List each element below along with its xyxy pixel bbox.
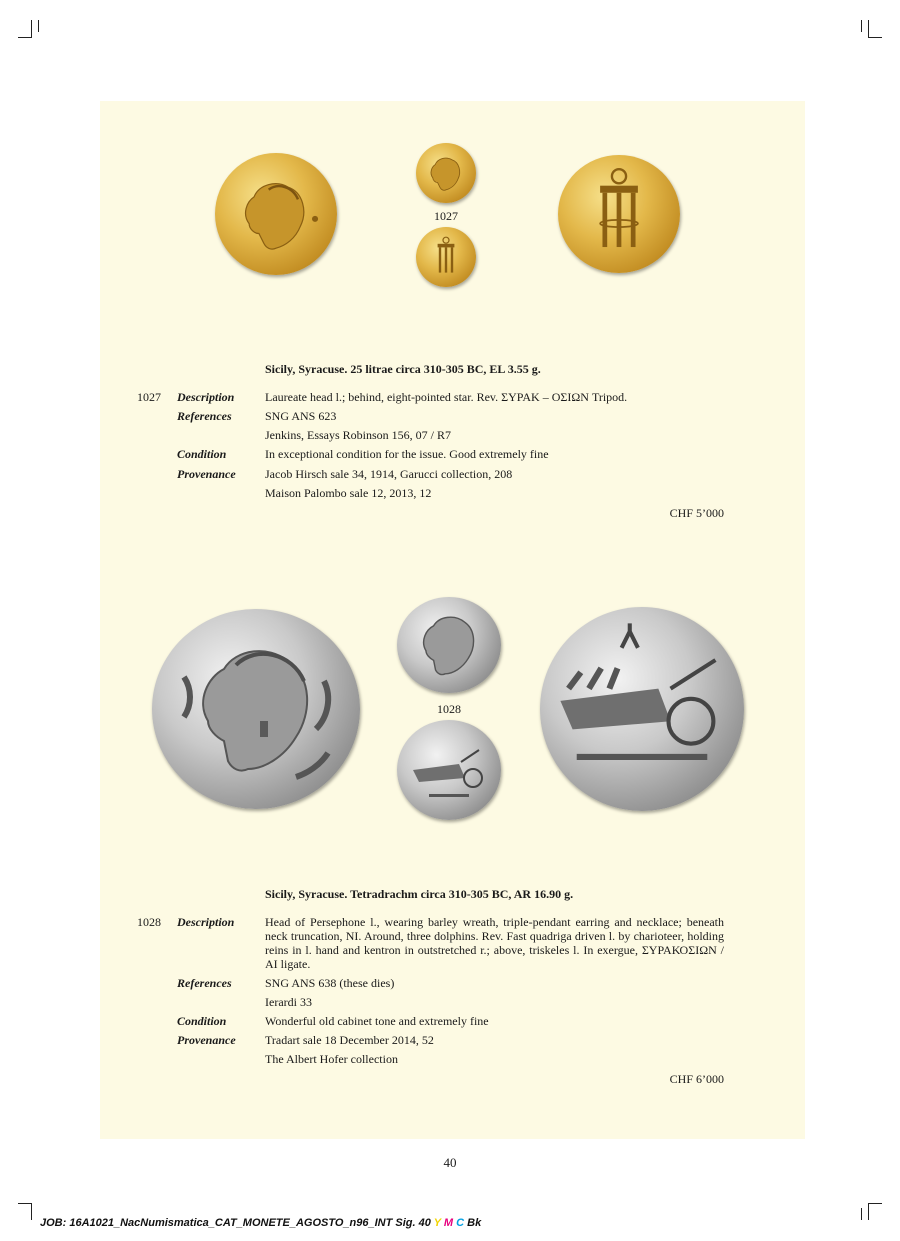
lot-1027-condition-label: Condition [177,447,227,461]
crop-mark-bottom-right [861,1208,862,1220]
crop-mark-top-right [861,20,862,32]
crop-mark-bottom-right [868,1203,869,1220]
lot-1027-references-label: References [177,409,232,423]
lot-1028-references-label: References [177,976,232,990]
lot-1028-description-label: Description [177,915,235,929]
laureate-head-icon [215,153,337,275]
lot-1028-condition: Wonderful old cabinet tone and extremely fine [265,1014,489,1028]
lot-1028-condition-label: Condition [177,1014,227,1028]
lot-1028-number: 1028 [137,915,161,929]
crop-mark-top-left [31,20,32,37]
quadriga-icon [397,720,501,820]
coin-1028-reverse-small [397,720,501,820]
lot-1028-reference-2: Ierardi 33 [265,995,312,1009]
coin-1028-reverse-large [540,607,744,811]
lot-1027-reference-2: Jenkins, Essays Robinson 156, 07 / R7 [265,428,452,442]
color-bar-yellow: Y [433,1217,441,1229]
persephone-head-icon [152,609,360,809]
lot-1027-provenance-1: Jacob Hirsch sale 34, 1914, Garucci collection, 208 [265,467,513,481]
lot-1028-provenance-label: Provenance [177,1033,236,1047]
color-bar-cyan: C [456,1217,465,1229]
lot-1027-provenance-label: Provenance [177,467,236,481]
tripod-icon [558,155,680,273]
lot-1027-image-label: 1027 [434,209,458,223]
lot-1028-title: Sicily, Syracuse. Tetradrachm circa 310-305 BC, AR 16.90 g. [265,887,574,901]
lot-1028-reference-1: SNG ANS 638 (these dies) [265,976,395,990]
lot-1027-description: Laureate head l.; behind, eight-pointed star. Rev. ΣΥΡΑΚ – ΟΣΙΩΝ Tripod. [265,390,628,404]
crop-mark-top-left [38,20,39,32]
lot-1027-title: Sicily, Syracuse. 25 litrae circa 310-305 BC, EL 3.55 g. [265,362,541,376]
lot-1028-description: Head of Persephone l., wearing barley wreath, triple-pendant earring and necklace; beneath neck truncation, NI. Around, three dolphins. Rev. Fast quadriga driven l. by charioteer, holding reins in l. hand and kentron in outstretched r.; above, triskeles l. In exergue, ΣΥΡΑΚΟΣΙΩΝ / AI ligate. [265,915,724,971]
lot-1027-condition: In exceptional condition for the issue. Good extremely fine [265,447,549,461]
crop-mark-top-right [868,37,882,38]
coin-1027-obverse-large [215,153,337,275]
coin-1027-reverse-small [416,227,476,287]
lot-1027-reference-1: SNG ANS 623 [265,409,337,423]
persephone-head-icon [397,597,501,693]
coin-1027-obverse-small [416,143,476,203]
color-bar-black: Bk [467,1217,482,1229]
crop-mark-top-left [18,37,32,38]
page-number: 40 [443,1155,457,1170]
crop-mark-bottom-left [31,1203,32,1220]
tripod-icon [416,227,476,287]
lot-1027-provenance-2: Maison Palombo sale 12, 2013, 12 [265,486,432,500]
lot-1027-description-label: Description [177,390,235,404]
lot-1028-provenance-1: Tradart sale 18 December 2014, 52 [265,1033,434,1047]
coin-1028-obverse-large [152,609,360,809]
coin-1027-reverse-large [558,155,680,273]
laureate-head-icon [416,143,476,203]
lot-1028-price: CHF 6’000 [669,1072,724,1086]
coin-1028-obverse-small [397,597,501,693]
crop-mark-bottom-left [18,1203,32,1204]
crop-mark-bottom-right [868,1203,882,1204]
lot-1027-number: 1027 [137,390,161,404]
print-job-slug [40,1217,481,1229]
lot-1027-price: CHF 5’000 [669,506,724,520]
lot-1028-provenance-2: The Albert Hofer collection [265,1052,398,1066]
quadriga-icon [540,607,744,811]
color-bar-magenta: M [443,1217,454,1229]
job-text: JOB: 16A1021_NacNumismatica_CAT_MONETE_AGOSTO_n96_INT Sig. 40 [40,1217,431,1229]
lot-1028-image-label: 1028 [437,702,461,716]
crop-mark-top-right [868,20,869,37]
